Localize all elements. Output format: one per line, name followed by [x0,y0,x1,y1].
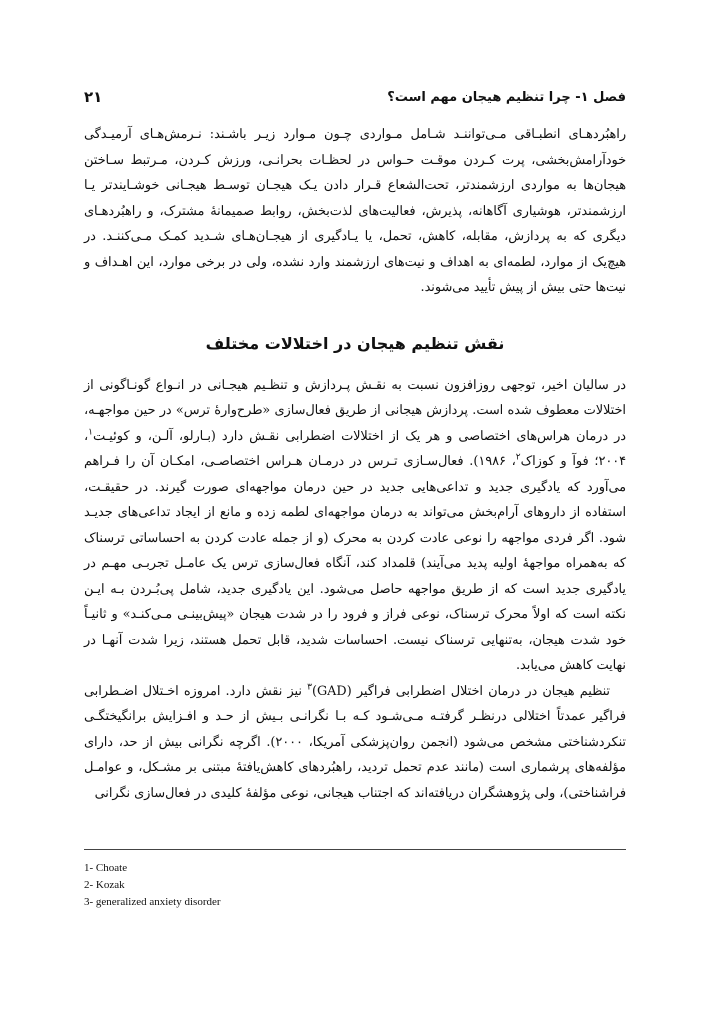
body-text [84,122,626,806]
paragraph-text-part: ، ۱۹۸۶). فعال‌سـازی تـرس در درمـان هـراس اختصاصـی، امکـان آن را فـراهم می‌آورد که یادگیری جدید و تداعی‌هایی جدید در حین درمان مواجهه‌ای صورت گیرند. در حقیقـت، استفاده از داروهای آرام‌بخش می‌تواند به درمان مواجهه‌ای لطمه زده و مانع از ایجاد تداعی‌های جدیـد شود. اگر فردی مواجهه را نوعی عادت کردن به محرک (و از جمله عادت کردن به احساساتی ترسناک که به‌همراه مواجههٔ اولیه پدید می‌آیند) قلمداد کند، آنگاه فعال‌سازی ترس یک عامـل تجربـی مهـم در یادگیری جدید است که از طریق مواجهه حاصل می‌شود. این یادگیری جدید، شامل پی‌بُـردن بـه ایـن نکته است که اولاً محرک ترسناک، نوعی فراز و فرود را در شدت هیجان «پیش‌بینـی مـی‌کنـد» و ثانیـاً خود شدت هیجان، به‌تنهایی ترسناک نیست. احساسات شدید، قابل تحمل هستند، زیرا شدت آنهـا در نهایت کاهش می‌یابد. [84,454,626,673]
footnote-marker-3: ۳ [307,682,312,693]
paragraph-text-part: در سالیان اخیر، توجهی روزافزون نسبت به نقـش پـردازش و تنظـیم هیجـانی در انـواع گونـاگونی از اختلالات معطوف شده است. پردازش هیجانی از طریق فعال‌سازی «طرح‌وارهٔ ترس» در حین مواجهـه، در درمان هراس‌های اختصاصی و هر یک از اختلالات اضطرابی نقـش دارد (بـارلو، آلـن، و کوئیـت [84,377,626,444]
footnotes [84,860,221,911]
paragraph-text-part: نیز نقش دارد. امروزه اخـتلال اضـطرابی فراگیر عمدتاً اختلالی درنظـر گرفتـه مـی‌شـود کـه بـا نگرانـی بـیش از حـد و افـزایش برانگیختگـی تنکردشناختی مشخص می‌شود (انجمن روان‌پزشکی آمریکا، ۲۰۰۰). اگرچه نگرانی بیش از حد، دارای مؤلفه‌های پرشماری است (مانند عدم تحمل تردید، راهبُردهای کاهش‌یافتهٔ مبتنی بر مشـکل، و عوامـل فراشناختی)، ولی پژوهشگران دریافته‌اند که اجتناب هیجانی، نوعی مؤلفهٔ کلیدی در فعال‌سازی نگرانی [84,683,626,801]
page-number: ۲۱ [84,88,103,106]
footnote-2: 2- Kozak [84,879,125,891]
running-header [84,86,626,110]
section-heading: نقش تنظیم هیجان در اختلالات مختلف [205,333,505,353]
footnote-marker-2: ۲ [515,452,521,463]
paragraph-emotional-processing [84,373,626,679]
footnote-marker-1: ۱ [88,427,93,438]
footnote-3: 3- generalized anxiety disorder [84,896,221,908]
paragraph-text-part: تنظیم هیجان در درمان اختلال اضطرابی فراگیر (GAD) [311,683,610,699]
paragraph-gad [84,679,626,807]
footnote-1: 1- Choate [84,862,128,874]
paragraph-adaptive-strategies: راهبُردهـای انطبـاقی مـی‌تواننـد شـامل مـواردی چـون مـوارد زیـر باشـند: نـرمش‌هـای آرمیـدگی خودآرامش‌بخشی، پرت کـردن موقـت حـواس در لحظـات بحرانـی، ورزش کـردن، مـرتبط سـاختن هیجان‌ها به مواردی ارزشمندتر، تحت‌الشعاع قـرار دادن یـک هیجـان توسـط هیجـانی خوشـایندتر یـا ارزشمندتر، هوشیاری آگاهانه، پذیرش، فعالیت‌های لذت‌بخش، روابط صمیمانهٔ مشترک، و راهبُردهـای دیگری که به پردازش، مقابله، کاهش، تحمل، یا یـادگیری از هیجـان‌هـای شـدید کمـک مـی‌کننـد. در هیچ‌یک از موارد، لطمه‌ای به اهداف و نیت‌های ارزشمند وارد نشده، ولی در برخی موارد، این اهـداف و نیت‌ها حتی بیش از پیش تأیید می‌شوند. [84,127,626,295]
footnote-divider [84,849,626,850]
paragraph-text-part: ، ۲۰۰۴؛ فوآ و کوزاک [84,428,626,469]
chapter-title: فصل ۱- چرا تنظیم هیجان مهم است؟ [387,90,626,105]
